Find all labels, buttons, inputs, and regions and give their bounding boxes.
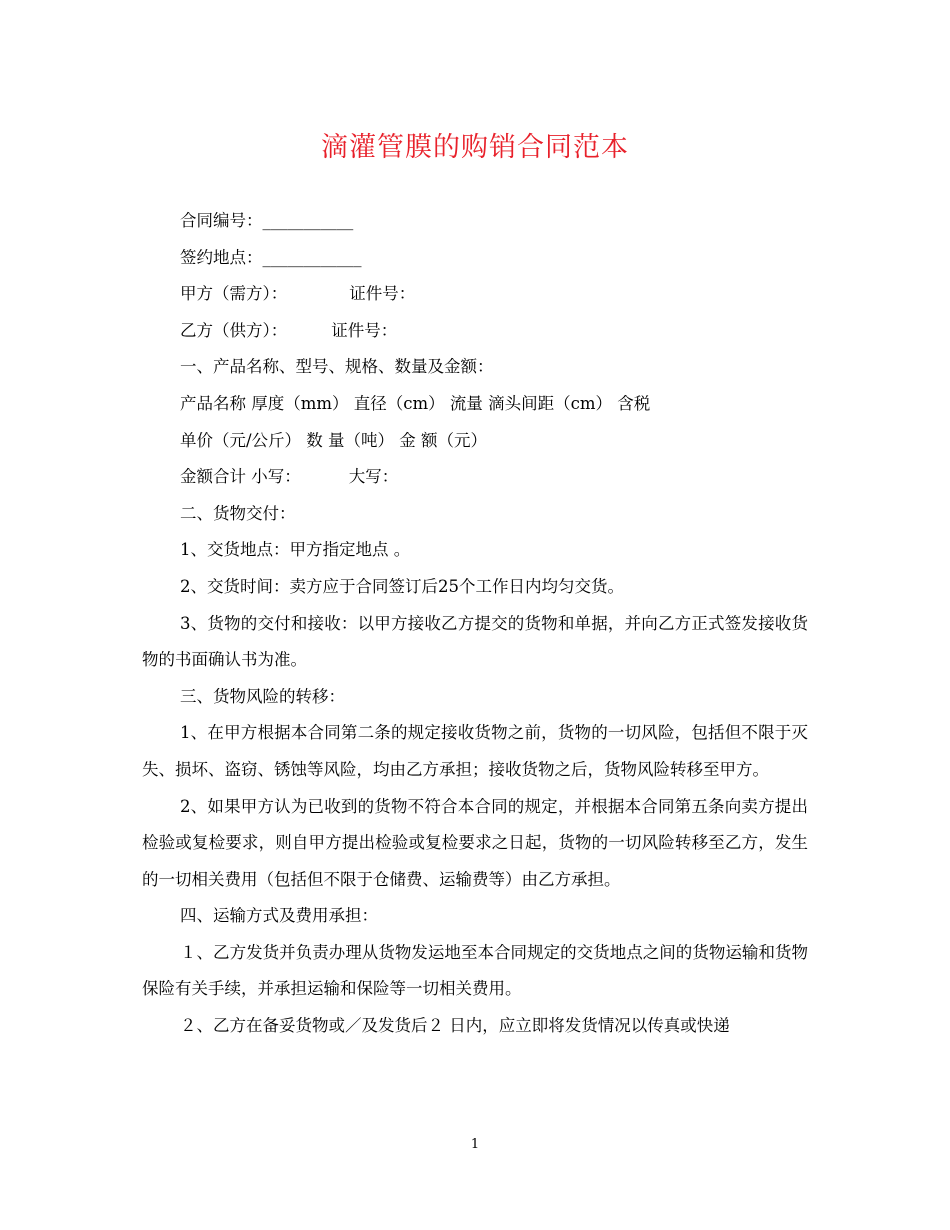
section-4-heading: 四、运输方式及费用承担：: [180, 906, 378, 926]
party-a-line: [142, 276, 808, 313]
section-2-heading: 二、货物交付：: [180, 503, 296, 523]
section-2-item-1: 1、交货地点：甲方指定地点 。: [180, 540, 411, 560]
party-b-line: [142, 313, 808, 350]
document-title: 滴灌管膜的购销合同范本: [321, 132, 629, 163]
party-a-label: 甲方（需方）：: [180, 284, 288, 304]
section-3-heading: 三、货物风险的转移：: [180, 686, 345, 706]
signing-place-field: 签约地点：____________: [180, 247, 362, 267]
section-2-item-2: 2、交货时间：卖方应于合同签订后25个工作日内均匀交货。: [180, 576, 624, 596]
document-body: [142, 203, 808, 1045]
party-a-id-label: 证件号：: [349, 284, 416, 304]
section-2-item-3: 3、货物的交付和接收：以甲方接收乙方提交的货物和单据，并向乙方正式签发接收货物的书面确认书为准。: [142, 613, 808, 670]
section-4-item-2: ２、乙方在备妥货物或／及发货后２ 日内，应立即将发货情况以传真或快递: [180, 1016, 730, 1036]
product-table-header-row-1: 产品名称 厚度（mm） 直径（cm） 流量 滴头间距（cm） 含税: [180, 393, 651, 413]
product-table-header-row-2: 单价（元/公斤） 数 量（吨） 金 额（元）: [180, 430, 488, 450]
section-3-item-1: 1、在甲方根据本合同第二条的规定接收货物之前，货物的一切风险，包括但不限于灭失、损坏、盗窃、锈蚀等风险，均由乙方承担；接收货物之后，货物风险转移至甲方。: [142, 723, 808, 779]
page-number: 1: [470, 1137, 480, 1152]
party-b-label: 乙方（供方）：: [180, 320, 288, 340]
section-3-item-2: 2、如果甲方认为已收到的货物不符合本合同的规定，并根据本合同第五条向卖方提出检验或复检要求，则自甲方提出检验或复检要求之日起，货物的一切风险转移至乙方，发生的一切相关费用（包括但不限于仓储费、运输费等）由乙方承担。: [142, 796, 808, 889]
amount-total-lower-label: 金额合计 小写：: [180, 467, 301, 487]
amount-total-line: [142, 459, 808, 496]
amount-total-upper-label: 大写：: [348, 467, 399, 487]
section-1-heading: 一、产品名称、型号、规格、数量及金额：: [180, 357, 494, 377]
section-4-item-1: １、乙方发货并负责办理从货物发运地至本合同规定的交货地点之间的货物运输和货物保险有关手续，并承担运输和保险等一切相关费用。: [142, 942, 808, 999]
party-b-id-label: 证件号：: [331, 320, 398, 340]
contract-number-field: 合同编号：___________: [180, 211, 354, 230]
